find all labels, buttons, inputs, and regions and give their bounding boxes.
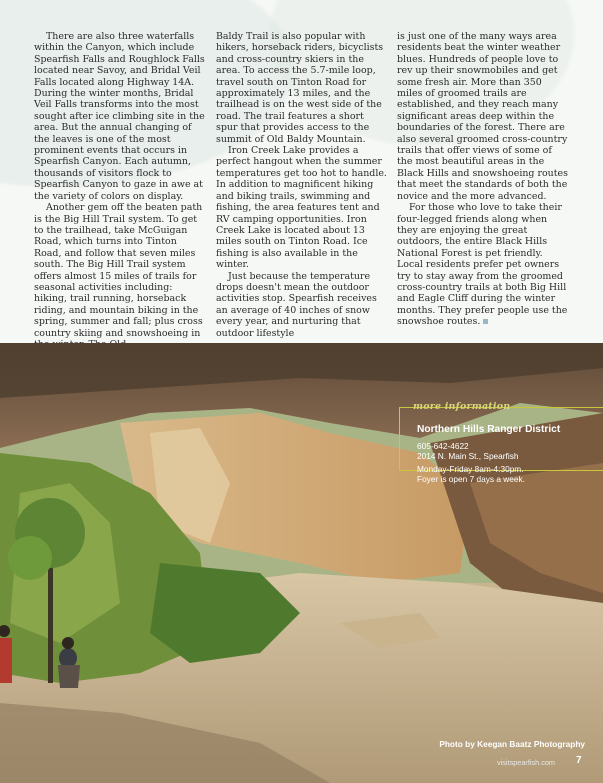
info-title: Northern Hills Ranger District xyxy=(417,424,561,435)
info-hours: Monday-Friday 8am-4:30pm. xyxy=(417,464,524,474)
article-column-2 xyxy=(216,31,388,339)
page-number: 7 xyxy=(576,755,582,766)
paragraph: Iron Creek Lake provides a perfect hangout when the summer temperatures get too hot to handle. In addition to magnificent hiking and biking trails, swimming and fishing, the area features tent and RV camping opportunities. Iron Creek Lake is located about 13 miles south on Tinton Road. Ice fishing is also available in the winter. xyxy=(216,145,387,271)
paragraph-text: For those who love to take their four-legged friends along when they are enjoying the great outdoors, the entire Black Hills National Forest is pet friendly. Local residents prefer pet owners try to stay away from the groomed cross-country trails at both Big Hill and Eagle Cliff during the winter months. They prefer people use the snowshoe routes. xyxy=(397,202,568,328)
paragraph: is just one of the many ways area residents beat the winter weather blues. Hundreds of people love to rev up their snowmobiles and get some fresh air. More than 350 miles of groomed trails are established, and they reach many significant areas deep within the boundaries of the forest. There are also several groomed cross-country trails that offer views of some of the most beautiful areas in the Black Hills and snowshoeing routes that meet the standards of both the novice and the more advanced. xyxy=(397,31,568,202)
info-box-rule xyxy=(504,407,603,408)
info-foyer: Foyer is open 7 days a week. xyxy=(417,474,525,484)
article-column-1 xyxy=(34,31,206,350)
end-of-article-icon xyxy=(483,319,488,324)
article-column-3 xyxy=(397,31,569,328)
info-address: 2014 N. Main St., Spearfish xyxy=(417,451,519,461)
info-box-frame xyxy=(399,407,603,471)
info-phone: 605-642-4622 xyxy=(417,441,469,451)
paragraph: Just because the temperature drops doesn't mean the outdoor activities stop. Spearfish receives an average of 40 inches of snow every year, and nurturing that outdoor lifestyle xyxy=(216,270,377,339)
paragraph: There are also three waterfalls within the Canyon, which include Spearfish Falls and Roughlock Falls located near Savoy, and Bridal Veil Falls located along Highway 14A. During the winter months, Bridal Veil Falls transforms into the most sought after ice climbing site in the area. But the annual changing of the leaves is one of the most prominent events that occurs in Spearfish Canyon. Each autumn, thousands of visitors flock to Spearfish Canyon to gaze in awe at the variety of colors on display. xyxy=(34,31,205,202)
photo-credit: Photo by Keegan Baatz Photography xyxy=(439,739,585,749)
paragraph: Baldy Trail is also popular with hikers, horseback riders, bicyclists and cross-country skiers in the area. To access the 5.7-mile loop, travel south on Tinton Road for approximately 13 miles, and the trailhead is on the west side of the road. The trail features a short spur that provides access to the summit of Old Baldy Mountain. xyxy=(216,31,384,145)
info-heading: more information xyxy=(413,401,511,412)
paragraph xyxy=(397,202,569,327)
footer-site: visitspearfish.com xyxy=(497,758,555,767)
paragraph: Another gem off the beaten path is the Big Hill Trail system. To get to the trailhead, take McGuigan Road, which turns into Tinton Road, and follow that seven miles south. The Big Hill Trail system offers almost 15 miles of trails for seasonal activities including: hiking, trail running, horseback riding, and mountain biking in the spring, summer and fall; plus cross country skiing and snowshoeing in xyxy=(34,202,203,339)
